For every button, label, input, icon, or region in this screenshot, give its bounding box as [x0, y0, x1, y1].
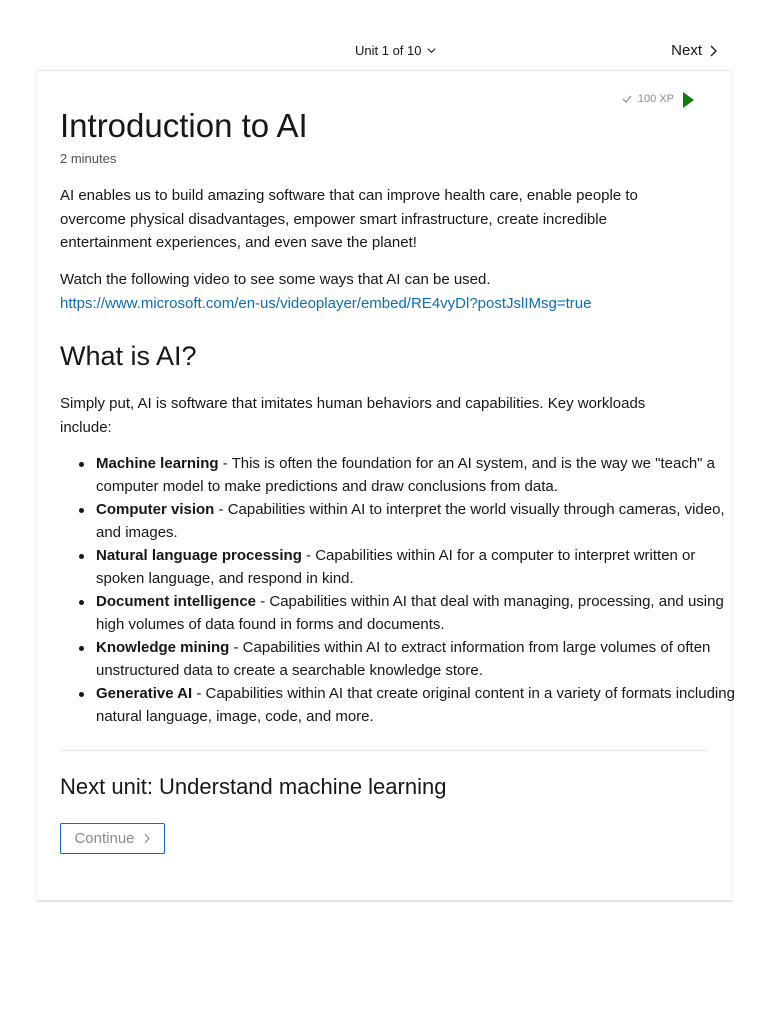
workload-term: Natural language processing [96, 547, 302, 564]
next-unit-heading: Next unit: Understand machine learning [60, 774, 447, 799]
workload-description: - Capabilities within AI that create original content in a variety of formats including natural language, image, code, and more. [96, 685, 735, 725]
page-title: Introduction to AI [60, 107, 308, 144]
chevron-right-icon [143, 833, 151, 844]
checkmark-icon [622, 94, 632, 104]
section-heading: What is AI? [60, 341, 197, 371]
list-item [96, 498, 746, 544]
continue-button[interactable] [60, 823, 165, 854]
workload-description: - Capabilities within AI to extract information from large volumes of often unstructured data to create a searchable knowledge store. [96, 639, 711, 679]
intro-paragraph: AI enables us to build amazing software that can improve health care, enable people to overcome physical disadvantages, empower smart infrastructure, create incredible entertainment experiences, and even save the planet! [60, 187, 638, 251]
unit-selector-label: Unit 1 of 10 [355, 43, 422, 58]
unit-navigation-bar [37, 0, 732, 71]
xp-value: 100 XP [637, 93, 674, 105]
section-divider [60, 750, 708, 751]
unit-duration: 2 minutes [60, 151, 117, 166]
workload-term: Machine learning [96, 455, 219, 472]
video-paragraph [60, 268, 700, 315]
next-unit-link[interactable] [671, 42, 718, 59]
workload-description: - Capabilities within AI to interpret the world visually through cameras, video, and images. [96, 501, 725, 541]
chevron-down-icon [426, 45, 437, 56]
list-item [96, 682, 746, 728]
workload-term: Computer vision [96, 501, 215, 518]
section-intro-paragraph: Simply put, AI is software that imitates human behaviors and capabilities. Key workloads include: [60, 395, 646, 436]
play-icon[interactable] [683, 92, 694, 108]
list-item [96, 544, 746, 590]
workload-term: Generative AI [96, 685, 193, 702]
workload-term: Document intelligence [96, 593, 257, 610]
video-prompt-text: Watch the following video to see some ways that AI can be used. [60, 271, 491, 288]
continue-button-label: Continue [74, 830, 135, 847]
unit-content [37, 71, 735, 902]
unit-selector-dropdown[interactable] [355, 43, 437, 58]
chevron-right-icon [708, 45, 718, 57]
video-link[interactable]: https://www.microsoft.com/en-us/videoplayer/embed/RE4vyDl?postJslIMsg=true [60, 294, 592, 312]
list-item [96, 452, 746, 498]
list-item [96, 590, 746, 636]
workload-term: Knowledge mining [96, 639, 230, 656]
workload-description: - This is often the foundation for an AI system, and is the way we "teach" a computer model to make predictions and draw conclusions from data. [96, 455, 716, 495]
next-link-label: Next [671, 42, 702, 59]
workload-description: - Capabilities within AI that deal with managing, processing, and using high volumes of data found in forms and documents. [96, 593, 724, 633]
list-item [96, 636, 746, 682]
workload-description: - Capabilities within AI for a computer to interpret written or spoken language, and respond in kind. [96, 547, 696, 587]
xp-badge [622, 93, 674, 105]
workloads-list [60, 452, 746, 728]
